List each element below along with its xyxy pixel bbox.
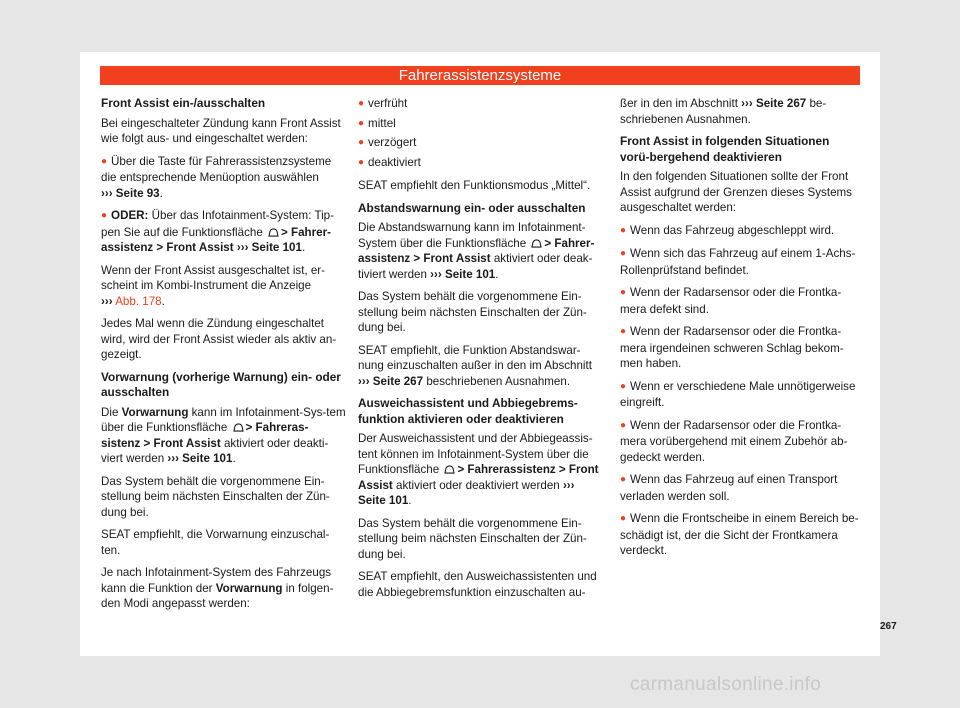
paragraph: Die Vorwarnung kann im Infotainment-Sys-tem über die Funktionsfläche > Fahreras-sistenz > Front Assist aktiviert oder deakti-viert werden ››› Seite 101. bbox=[101, 405, 346, 465]
column-1 bbox=[101, 96, 346, 619]
page-reference-link[interactable]: ››› Seite 101 bbox=[430, 267, 496, 281]
paragraph: Jedes Mal wenn die Zündung eingeschaltet wird, wird der Front Assist wieder als aktiv an-gezeigt. bbox=[101, 317, 337, 361]
car-assist-icon bbox=[531, 239, 542, 248]
page-reference-link[interactable]: ››› Seite 101 bbox=[358, 478, 575, 507]
paragraph: Je nach Infotainment-System des Fahrzeugs kann die Funktion der Vorwarnung in folgen-den Modi angepasst werden: bbox=[101, 566, 334, 610]
car-assist-icon bbox=[444, 465, 455, 474]
bullet-icon: ● bbox=[358, 156, 365, 168]
bullet-icon: ● bbox=[620, 513, 627, 524]
paragraph: SEAT empfiehlt, den Ausweichassistenten und die Abbiegebremsfunktion einzuschalten au- bbox=[358, 570, 597, 599]
bullet-icon: ● bbox=[358, 137, 365, 148]
list-item: ● Wenn das Fahrzeug auf einen Transport verladen werden soll. bbox=[620, 473, 838, 503]
heading-vorwarnung: Vorwarnung (vorherige Warnung) ein- oder ausschalten bbox=[101, 369, 341, 399]
paragraph: Wenn der Front Assist ausgeschaltet ist, er-scheint im Kombi-Instrument die Anzeige ››› Abb. 178. bbox=[101, 263, 326, 308]
heading-ausweichassistent: Ausweichassistent und Abbiegebrems-funktion aktivieren oder deaktivieren bbox=[358, 396, 578, 426]
column-2 bbox=[358, 96, 603, 607]
list-item: ● mittel bbox=[358, 116, 396, 130]
figure-reference-link[interactable]: Abb. 178 bbox=[115, 294, 162, 308]
list-item: ● deaktiviert bbox=[358, 155, 421, 169]
bullet-icon: ● bbox=[620, 474, 627, 485]
paragraph: In den folgenden Situationen sollte der Front Assist aufgrund der Grenzen dieses Systems ausgeschaltet werden: bbox=[620, 170, 852, 214]
list-item: ● Wenn der Radarsensor oder die Frontka-mera vorübergehend mit einem Zubehör ab-gedeckt werden. bbox=[620, 418, 848, 464]
bullet-icon: ● bbox=[620, 287, 627, 298]
paragraph: Der Ausweichassistent und der Abbiegeassis-tent können im Infotainment-System über die Funktionsfläche > Fahrerassistenz > Front Assist aktiviert oder deaktiviert werden ››› Seite 101. bbox=[358, 432, 599, 507]
list-item: ● Wenn das Fahrzeug abgeschleppt wird. bbox=[620, 223, 835, 237]
list-item: ● Wenn er verschiedene Male unnötigerweise eingreift. bbox=[620, 379, 856, 409]
list-item: ● Wenn die Frontscheibe in einem Bereich be-schädigt ist, der die Sicht der Frontkamera verdeckt. bbox=[620, 512, 859, 557]
list-item: ● Wenn der Radarsensor oder die Frontka-mera irgendeinen schweren Schlag bekom-men haben. bbox=[620, 325, 844, 370]
bullet-icon: ● bbox=[358, 98, 365, 109]
paragraph: Das System behält die vorgenommene Ein-stellung beim nächsten Einschalten der Zün-dung bei. bbox=[358, 290, 587, 334]
bullet-icon: ● bbox=[620, 326, 627, 337]
heading-abstandswarnung: Abstandswarnung ein- oder ausschalten bbox=[358, 200, 586, 215]
page-reference-link[interactable]: ››› Seite 101 bbox=[167, 452, 233, 465]
page-reference-link[interactable]: ››› Seite 267 bbox=[741, 97, 807, 110]
car-assist-icon bbox=[233, 423, 244, 432]
column-3 bbox=[620, 96, 862, 566]
list-item: ● Wenn der Radarsensor oder die Frontka-mera defekt sind. bbox=[620, 286, 842, 316]
page-reference-link[interactable]: ››› Seite 93 bbox=[101, 186, 160, 200]
bullet-icon: ● bbox=[620, 419, 627, 431]
page-reference-link[interactable]: ››› Seite 267 bbox=[358, 374, 424, 388]
bullet-icon: ● bbox=[620, 380, 627, 392]
bullet-icon: ● bbox=[358, 117, 365, 129]
list-item: ● ODER: Über das Infotainment-System: Tip-pen Sie auf die Funktionsfläche > Fahrer-assistenz > Front Assist ››› Seite 101. bbox=[101, 209, 334, 254]
section-header: Fahrerassistenzsysteme bbox=[100, 66, 860, 85]
page-number: 267 bbox=[880, 621, 897, 632]
car-assist-icon bbox=[268, 228, 279, 237]
paragraph: Die Abstandswarnung kann im Infotainment-System über die Funktionsfläche > Fahrer-assistenz > Front Assist aktiviert oder deak-tiviert werden ››› Seite 101. bbox=[358, 221, 595, 281]
list-item: ● Wenn sich das Fahrzeug auf einem 1-Achs-Rollenprüfstand befindet. bbox=[620, 247, 856, 277]
paragraph: SEAT empfiehlt, die Funktion Abstandswar-nung einzuschalten außer in den im Abschnitt ››› Seite 267 beschriebenen Ausnahmen. bbox=[358, 343, 592, 388]
page-reference-link[interactable]: ››› Seite 101 bbox=[236, 241, 302, 254]
bullet-icon: ● bbox=[620, 224, 627, 236]
paragraph: Das System behält die vorgenommene Ein-stellung beim nächsten Einschalten der Zün-dung bei. bbox=[358, 516, 587, 561]
list-item: ● verfrüht bbox=[358, 97, 408, 110]
paragraph: Bei eingeschalteter Zündung kann Front Assist wie folgt aus- und eingeschaltet werden: bbox=[101, 116, 341, 145]
bullet-icon: ● bbox=[101, 210, 108, 221]
paragraph: Das System behält die vorgenommene Ein-stellung beim nächsten Einschalten der Zün-dung bei. bbox=[101, 474, 330, 519]
list-item: ● Über die Taste für Fahrerassistenzsysteme die entsprechende Menüoption auswählen ››› Seite 93. bbox=[101, 154, 332, 200]
bullet-icon: ● bbox=[101, 155, 108, 167]
paragraph: SEAT empfiehlt den Funktionsmodus „Mittel“. bbox=[358, 179, 591, 192]
heading-front-assist: Front Assist ein-/ausschalten bbox=[101, 96, 266, 110]
paragraph: ßer in den im Abschnitt ››› Seite 267 be-schriebenen Ausnahmen. bbox=[620, 97, 827, 126]
bullet-icon: ● bbox=[620, 248, 627, 259]
list-item: ● verzögert bbox=[358, 136, 417, 149]
heading-deaktivieren: Front Assist in folgenden Situationen vorü-bergehend deaktivieren bbox=[620, 134, 830, 164]
watermark: carmanualsonline.info bbox=[630, 674, 822, 695]
paragraph: SEAT empfiehlt, die Vorwarnung einzuschal-ten. bbox=[101, 528, 330, 557]
